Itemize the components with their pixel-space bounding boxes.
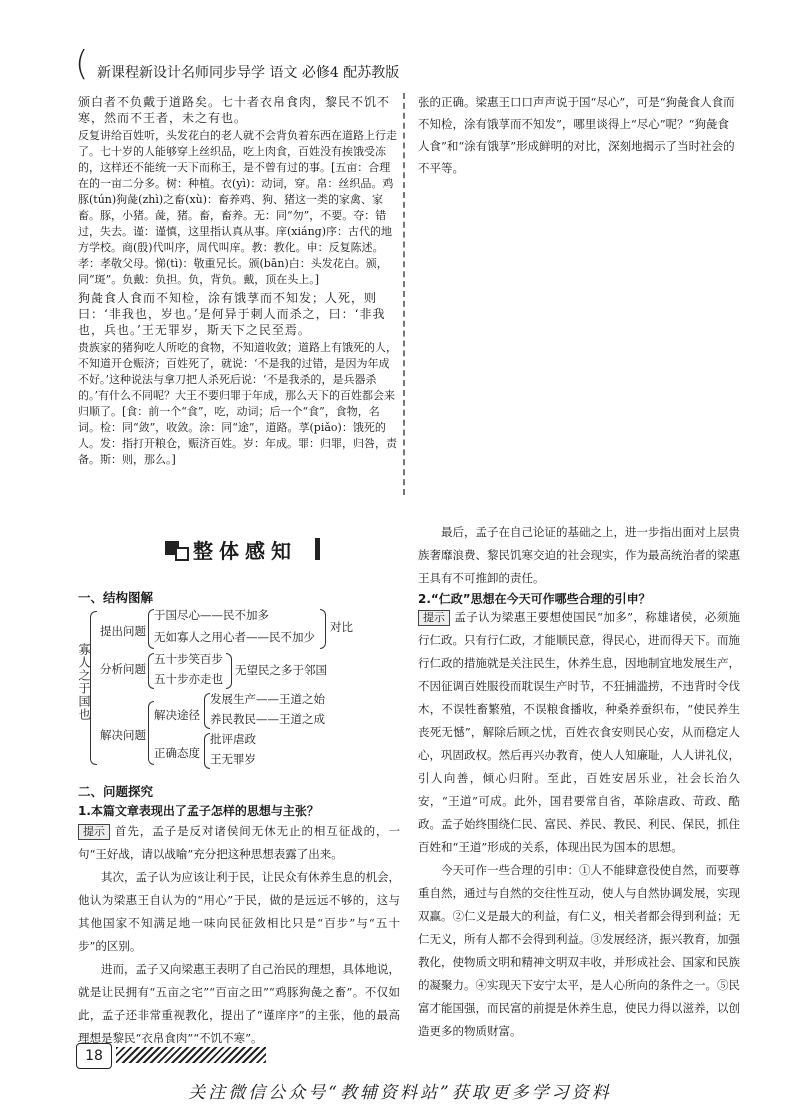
structure-diagram: [77, 605, 400, 770]
root-brace: [90, 611, 97, 765]
group-label: 提出问题: [100, 624, 146, 638]
paragraph: 进而，孟子又向梁惠王表明了自己治民的理想，具体地说，就是让民拥有“五亩之宅”“百亩之田”“鸡豚狗彘之畜”。不仅如此，孟子还非常重视教化，提出了“谨庠序”的主张，他的最高理想是黎民“衣帛食肉”“不饥不寒”。: [78, 962, 400, 1045]
structure-heading: 一、结构图解: [78, 590, 154, 605]
diagram-item: 无如寡人之用心者——民不加少: [154, 630, 315, 644]
original-text: 狗彘食人食而不知检，涂有饿莩而不知发；人死，则曰：‘非我也，岁也。’是何异于刺人而杀之，曰：‘非我也，兵也。’王无罪岁，斯天下之民至焉。: [78, 291, 386, 337]
diagram-root: 寡人之于国也: [77, 643, 91, 721]
page-stripe-decoration: [116, 1047, 266, 1063]
footer-note: 关注微信公众号“教辅资料站”获取更多学习资料: [188, 1083, 612, 1103]
hint-tag: 提示: [418, 610, 450, 626]
question-2-answer: [418, 606, 740, 1043]
diagram-item: 养民教民——王道之成: [210, 712, 325, 726]
explore-heading: 二、问题探究: [78, 784, 154, 799]
paragraph: 今天可作一些合理的引申：①人不能肆意役使自然，而要尊重自然，通过与自然的交往性互动，使人与自然协调发展，实现双赢。②仁义是最大的利益，有仁义，相关者都会得到利益；无仁无义，所有人都不会得到利益。③发展经济，振兴教育，加强教化，使物质文明和精神文明双丰收，并形成社会、国家和民族的凝聚力。④实现天下安宁太平，是人心所向的条件之一。⑤民富才能国强，而民富的前提是休养生息，使民力得以滋养，以创造更多的物质财富。: [418, 863, 740, 1038]
question-1-answer-cont: [418, 521, 740, 590]
original-text: 颁白者不负戴于道路矣。七十者衣帛食肉，黎民不饥不寒，然而不王者，未之有也。: [78, 95, 391, 125]
question-2: 2.“仁政”思想在今天可作哪些合理的引申？: [418, 592, 651, 606]
paragraph: 最后，孟子在自己论证的基础之上，进一步指出面对上层贵族奢靡浪费、黎民饥寒交迫的社会现实，作为最高统治者的梁惠王具有不可推卸的责任。: [418, 525, 740, 585]
sub-label: 解决途径: [154, 708, 200, 722]
diagram-suffix: 对比: [330, 620, 353, 634]
group-label: 分析问题: [100, 662, 146, 676]
paragraph: 张的正确。梁惠王口口声声说于国“尽心”，可是“狗彘食人食而不知检，涂有饿莩而不知发”，哪里谈得上“尽心”呢？“狗彘食人食”和“涂有饿莩”形成鲜明的对比，深刻地揭示了当时社会的不平等。: [418, 95, 735, 175]
diagram-item: 于国尽心——民不加多: [154, 608, 269, 622]
paragraph: 孟子认为梁惠王要想使国民“加多”，称雄诸侯，必须施行仁政。只有行仁政，才能顺民意，得民心，进而得天下。而施行仁政的措施就是关注民生，休养生息，因地制宜地发展生产，不因征调百姓服役而耽误生产时节，不狂捕滥捞，不违背时令伐木，不误牲畜繁殖，不误粮食播收，种桑养蚕织布，“使民养生丧死无憾”，解除后顾之忧，百姓衣食安则民心安，从而稳定人心，巩固政权。然后再兴办教育，使人人知廉耻，人人讲礼仪，引人向善，倾心归附。至此，百姓安居乐业，社会长治久安，“王道”可成。此外，国君要常自省，革除虐政、苛政、酷政。孟子始终围绕仁民、富民、养民、教民、利民、保民，抓住百姓和“王道”形成的关系，体现出民为国本的思想。: [418, 610, 740, 854]
translation-text: 反复讲给百姓听，头发花白的老人就不会背负着东西在道路上行走了。七十岁的人能够穿上丝织品，吃上肉食，百姓没有挨饿受冻的，这样还不能统一天下而称王，是不曾有过的事。[五亩：合理在的一亩二分多。树：种植。衣(yì)：动词，穿。帛：丝织品。鸡豚(tún)狗彘(zhì)之畜(xù)：畜养鸡、狗、猪这一类的家禽、家畜。豚，小猪。彘，猪。畜，畜养。无：同“勿”，不要。夺：错过，失去。谨：谨慎，这里指认真从事。庠(xiáng)序：古代的地方学校。商(殷)代叫序，周代叫庠。教：教化。申：反复陈述。孝：孝敬父母。悌(tì)：敬重兄长。颁(bān)白：头发花白。颁，同“斑”。负戴：负担。负，背负。戴，顶在头上。]: [78, 129, 397, 286]
group-brace-right: [320, 609, 326, 649]
title-square-outline-icon: [175, 547, 189, 561]
paragraph: 其次，孟子认为应该让利于民，让民众有休养生息的机会，他认为梁惠王自认为的“用心”于民，做的是远远不够的，这与其他国家不知满足地一味向民征敛相比只是“百步”与“五十步”的区别。: [78, 870, 400, 953]
group-label: 解决问题: [100, 728, 146, 742]
diagram-item: 批评虐政: [210, 732, 256, 746]
diagram-item: 五十步笑百步: [154, 652, 223, 666]
right-top-text: [418, 91, 740, 179]
header-title: 新课程新设计名师同步导学 语文 必修4 配苏教版: [97, 65, 400, 81]
header-bracket-icon: (: [75, 44, 89, 84]
page-header: [75, 44, 735, 90]
sub-label: 正确态度: [154, 746, 200, 760]
diagram-item: 发展生产——王道之始: [210, 692, 325, 706]
annotation-column: [78, 94, 398, 470]
section-title: [165, 535, 375, 563]
title-bar-icon: [315, 538, 320, 560]
column-divider: [403, 93, 405, 495]
page-number: [76, 1043, 266, 1067]
group-brace-right: [226, 653, 232, 689]
diagram-item: 王无罪岁: [210, 752, 256, 766]
page-number-box: 18: [76, 1043, 112, 1069]
hint-tag: 提示: [78, 824, 110, 840]
diagram-item: 五十步亦走也: [154, 672, 223, 686]
section-title-text: 整体感知: [193, 539, 297, 563]
question-1-answer: [78, 820, 400, 1050]
diagram-suffix: 无望民之多于邻国: [235, 663, 327, 677]
question-1: 1.本篇文章表现出了孟子怎样的思想与主张？: [78, 804, 319, 818]
translation-text: 贵族家的猪狗吃人所吃的食物，不知道收敛；道路上有饿死的人，不知道开仓赈济；百姓死了，就说：‘不是我的过错，是因为年成不好。’这种说法与拿刀把人杀死后说：‘不是我杀的，是兵器杀的。’有什么不同呢？大王不要归罪于年成，那么天下的百姓都会来归顺了。[食：前一个“食”，吃，动词；后一个“食”，食物，名词。检：同“敛”，收敛。涂：同“途”，道路。莩(piǎo)：饿死的人。发：指打开粮仓，赈济百姓。岁：年成。罪：归罪，归咎，责备。斯：则，那么。]: [78, 341, 397, 466]
paragraph: 首先，孟子是反对诸侯间无休无止的相互征战的，一句“王好战，请以战喻”充分把这种思想表露了出来。: [78, 824, 400, 861]
